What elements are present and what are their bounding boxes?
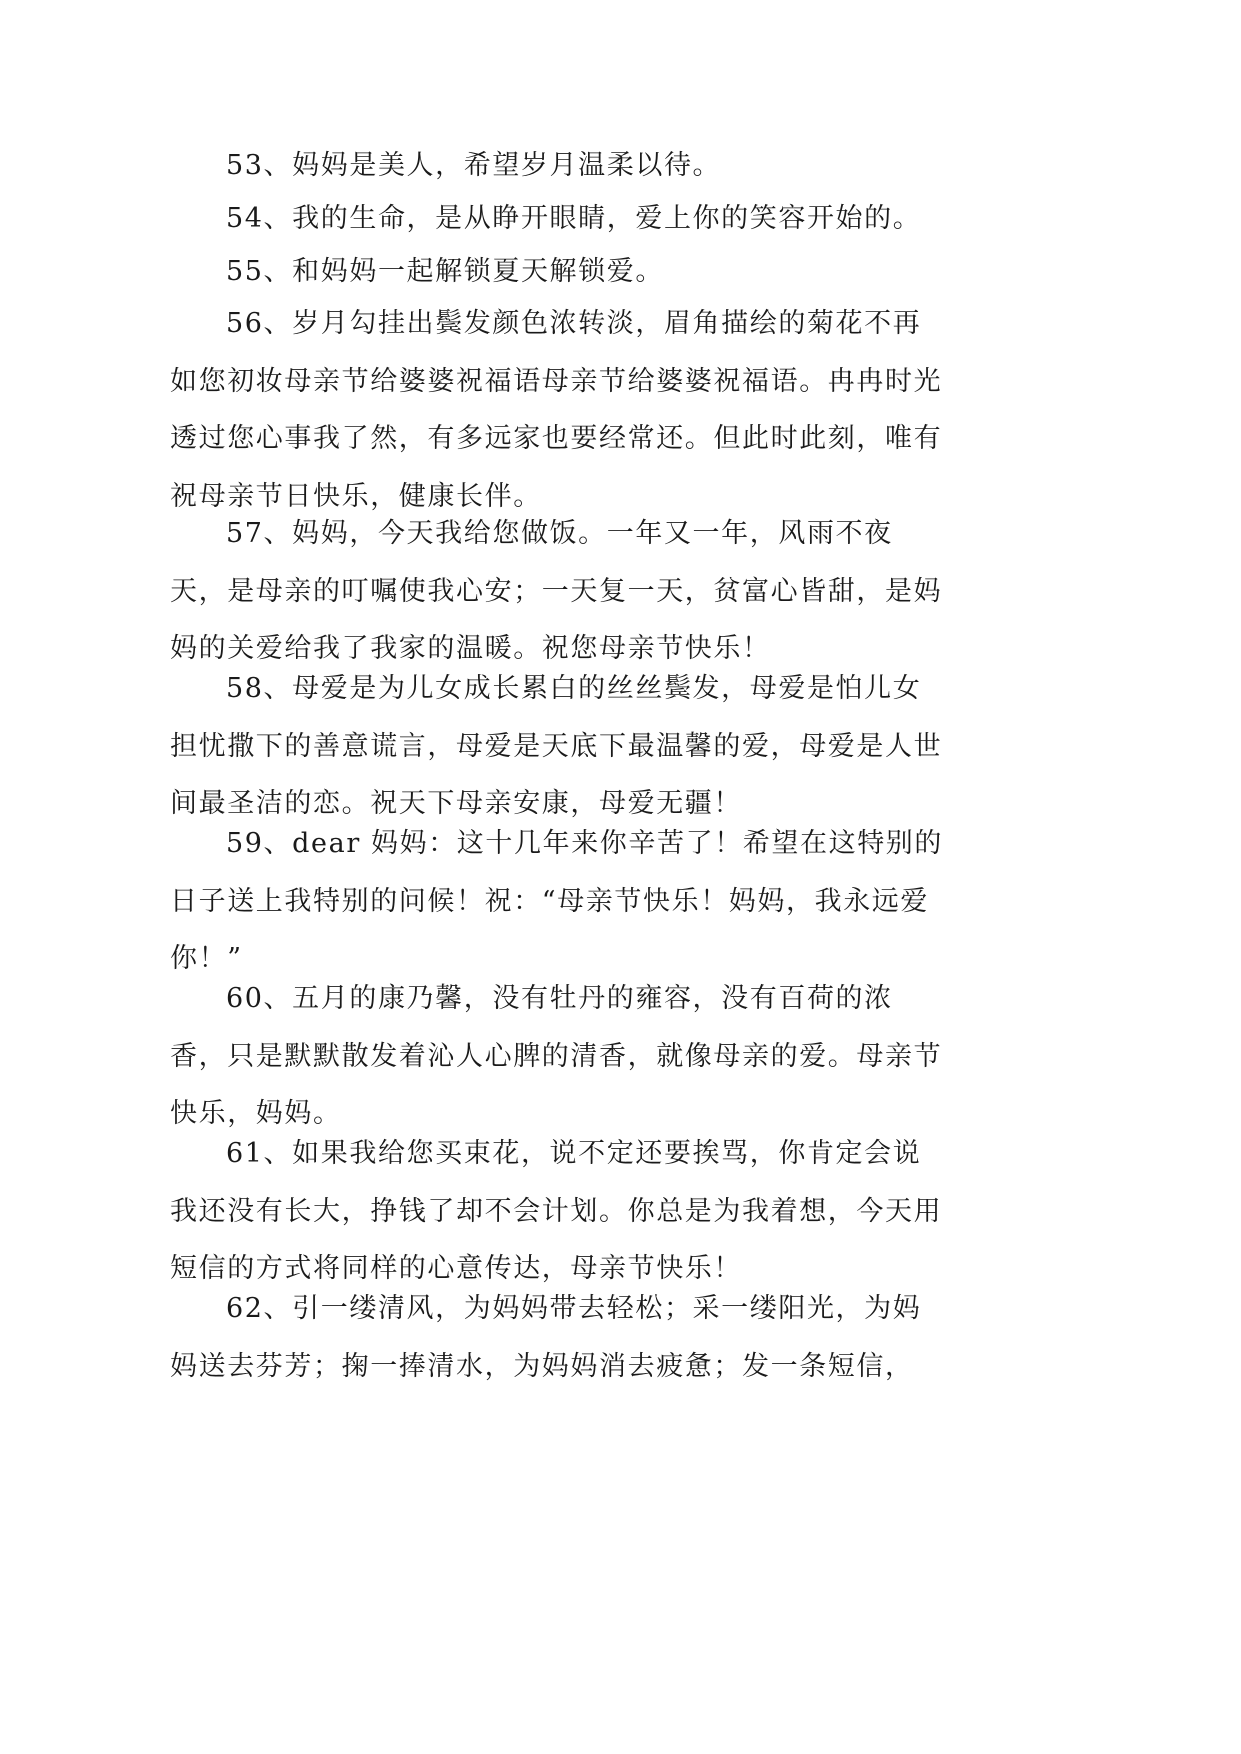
paragraph-56: 56、岁月勾挂出鬓发颜色浓转淡，眉角描绘的菊花不再如您初妆母亲节给婆婆祝福语母亲节给婆婆祝福语。冉冉时光透过您心事我了然，有多远家也要经常还。但此时此刻，唯有祝母亲节日快乐，健康长伴。 <box>170 308 943 512</box>
paragraph-61: 61、如果我给您买束花，说不定还要挨骂，你肯定会说我还没有长大，挣钱了却不会计划。你总是为我着想，今天用短信的方式将同样的心意传达，母亲节快乐！ <box>170 1138 943 1284</box>
paragraph-55: 55、和妈妈一起解锁夏天解锁爱。 <box>226 256 664 287</box>
paragraph-53: 53、妈妈是美人，希望岁月温柔以待。 <box>226 150 722 181</box>
paragraph-60: 60、五月的康乃馨，没有牡丹的雍容，没有百荷的浓香，只是默默散发着沁人心脾的清香，就像母亲的爱。母亲节快乐，妈妈。 <box>170 983 943 1129</box>
paragraph-57: 57、妈妈，今天我给您做饭。一年又一年，风雨不夜天，是母亲的叮嘱使我心安；一天复一天，贫富心皆甜，是妈妈的关爱给我了我家的温暖。祝您母亲节快乐！ <box>170 518 943 664</box>
paragraph-62: 62、引一缕清风，为妈妈带去轻松；采一缕阳光，为妈妈送去芬芳；掬一捧清水，为妈妈消去疲惫；发一条短信， <box>170 1293 922 1382</box>
paragraph-58: 58、母爱是为儿女成长累白的丝丝鬓发，母爱是怕儿女担忧撒下的善意谎言，母爱是天底下最温馨的爱，母爱是人世间最圣洁的恋。祝天下母亲安康，母爱无疆！ <box>170 673 943 819</box>
paragraph-54: 54、我的生命，是从睁开眼睛，爱上你的笑容开始的。 <box>226 203 922 234</box>
paragraph-59: 59、dear 妈妈：这十几年来你辛苦了！希望在这特别的日子送上我特别的问候！祝：“母亲节快乐！妈妈，我永远爱你！” <box>170 828 944 974</box>
